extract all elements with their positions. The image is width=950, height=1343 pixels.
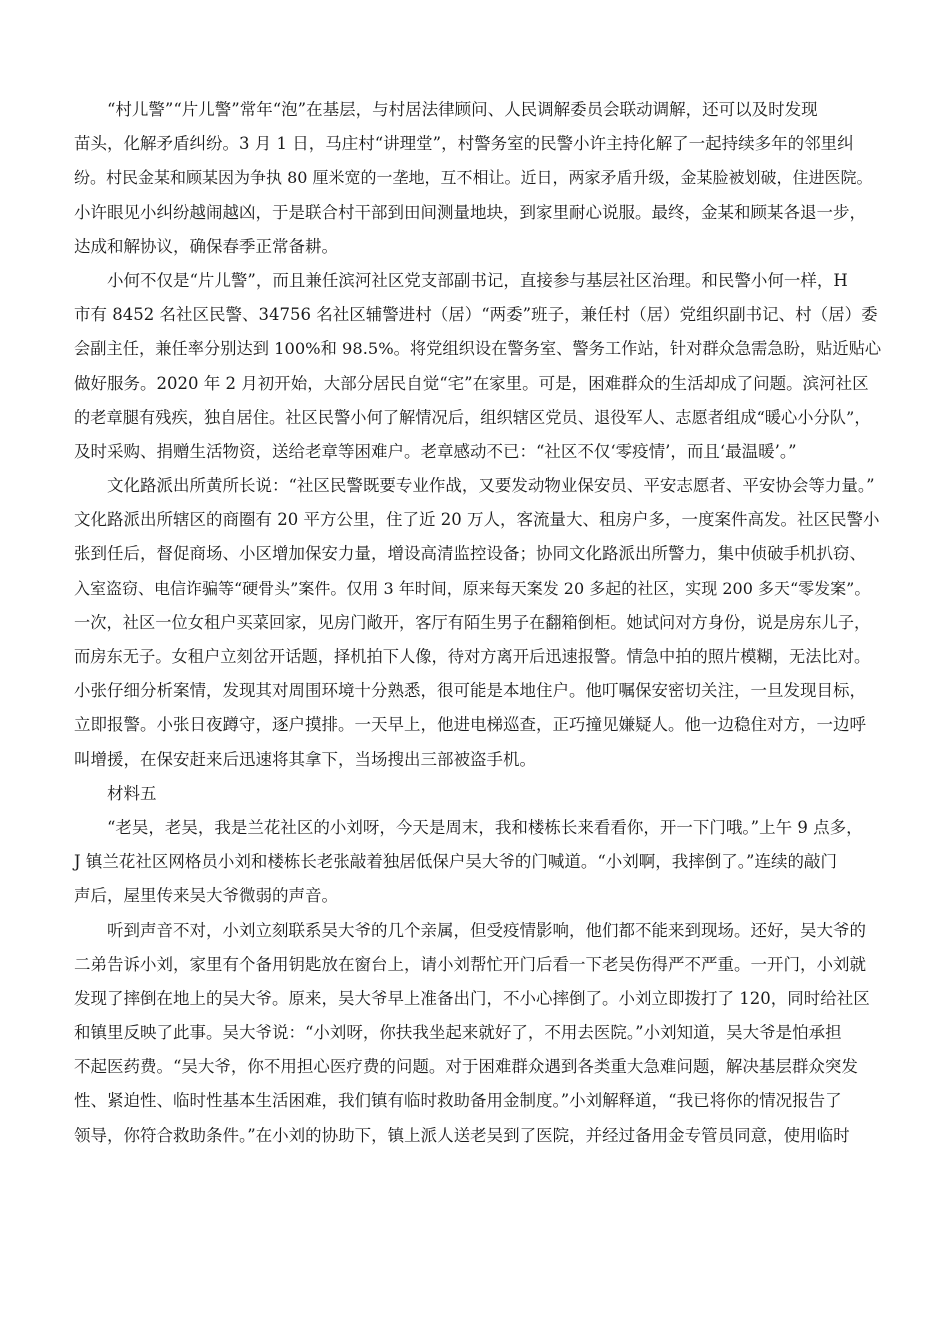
text-line: 领导，你符合救助条件。”在小刘的协助下，镇上派人送老吴到了医院，并经过备用金专管员同意，使用临时 [74, 1125, 850, 1145]
text-line: 和镇里反映了此事。吴大爷说：“小刘呀，你扶我坐起来就好了，不用去医院。”小刘知道，吴大爷是怕承担 [74, 1023, 842, 1043]
text-line: “村儿警”“片儿警”常年“泡”在基层，与村居法律顾问、人民调解委员会联动调解，还可以及时发现 [107, 100, 818, 119]
text-line: 性、紧迫性、临时性基本生活困难，我们镇有临时救助备用金制度。”小刘解释道，“我已将你的情况报告了 [74, 1091, 842, 1111]
text-line: 不起医药费。“吴大爷，你不用担心医疗费的问题。对于困难群众遇到各类重大急难问题，解决基层群众突发 [74, 1057, 858, 1077]
text-line: 小许眼见小纠纷越闹越凶，于是联合村干部到田间测量地块，到家里耐心说服。最终，金某和顾某各退一步， [74, 202, 866, 222]
text-line: 纷。村民金某和顾某因为争执 80 厘米宽的一垄地，互不相让。近日，两家矛盾升级，金某脸被划破，住进医院。 [74, 168, 873, 188]
text-line: “老吴，老吴，我是兰花社区的小刘呀，今天是周末，我和楼栋长来看看你，开一下门哦。”上午 9 点多， [107, 817, 863, 837]
text-line: 及时采购、捐赠生活物资，送给老章等困难户。老章感动不已：“社区不仅‘零疫情’，而且‘最温暖’。” [74, 441, 797, 461]
text-line: 立即报警。小张日夜蹲守，逐户摸排。一天早上，他进电梯巡查，正巧撞见嫌疑人。他一边稳住对方，一边呼 [74, 715, 866, 735]
text-line: 的老章腿有残疾，独自居住。社区民警小何了解情况后，组织辖区党员、退役军人、志愿者组成“暖心小分队”， [74, 407, 871, 427]
text-line: 叫增援，在保安赶来后迅速将其拿下，当场搜出三部被盗手机。 [74, 749, 536, 769]
text-line: 文化路派出所黄所长说：“社区民警既要专业作战，又要发动物业保安员、平安志愿者、平安协会等力量。” [107, 476, 875, 496]
text-line: 一次，社区一位女租户买菜回家，见房门敞开，客厅有陌生男子在翻箱倒柜。她试问对方身份，说是房东儿子， [74, 612, 871, 632]
text-line: 文化路派出所辖区的商圈有 20 平方公里，住了近 20 万人，客流量大、租房户多，一度案件高发。社区民警小 [74, 510, 880, 530]
document-body [74, 93, 882, 1153]
text-line: J 镇兰花社区网格员小刘和楼栋长老张敲着独居低保户吴大爷的门喊道。“小刘啊，我摔倒了。”连续的敲门 [74, 852, 837, 872]
text-line: 入室盗窃、电信诈骗等“硬骨头”案件。仅用 3 年时间，原来每天案发 20 多起的社区，实现 200 多天“零发案”。 [74, 578, 871, 598]
text-line: 二弟告诉小刘，家里有个备用钥匙放在窗台上，请小刘帮忙开门后看一下老吴伤得严不严重。一开门，小刘就 [74, 954, 866, 974]
text-line: 会副主任，兼任率分别达到 100%和 98.5%。将党组织设在警务室、警务工作站，针对群众急需急盼，贴近贴心 [74, 339, 882, 359]
text-line: 而房东无子。女租户立刻岔开话题，择机拍下人像，待对方离开后迅速报警。情急中拍的照片模糊，无法比对。 [74, 647, 871, 666]
text-line: 达成和解协议，确保春季正常备耕。 [74, 236, 338, 256]
text-line: 做好服务。2020 年 2 月初开始，大部分居民自觉“宅”在家里。可是，困难群众的生活却成了问题。滨河社区 [74, 373, 869, 393]
text-line: 发现了摔倒在地上的吴大爷。原来，吴大爷早上准备出门，不小心摔倒了。小刘立即拨打了 120，同时给社区 [74, 988, 870, 1008]
text-line: 听到声音不对，小刘立刻联系吴大爷的几个亲属，但受疫情影响，他们都不能来到现场。还好，吴大爷的 [107, 920, 866, 940]
text-line: 市有 8452 名社区民警、34756 名社区辅警进村（居）“两委”班子，兼任村（居）党组织副书记、村（居）委 [74, 305, 878, 325]
text-line: 声后，屋里传来吴大爷微弱的声音。 [74, 886, 338, 906]
text-line: 小何不仅是“片儿警”，而且兼任滨河社区党支部副书记，直接参与基层社区治理。和民警小何一样，H [107, 270, 848, 290]
text-line: 张到任后，督促商场、小区增加保安力量，增设高清监控设备；协同文化路派出所警力，集中侦破手机扒窃、 [74, 544, 866, 564]
text-line: 材料五 [107, 783, 157, 803]
text-line: 苗头，化解矛盾纠纷。3 月 1 日，马庄村“讲理堂”，村警务室的民警小许主持化解了一起持续多年的邻里纠 [74, 134, 854, 154]
text-line: 小张仔细分析案情，发现其对周围环境十分熟悉，很可能是本地住户。他叮嘱保安密切关注，一旦发现目标， [74, 681, 866, 701]
